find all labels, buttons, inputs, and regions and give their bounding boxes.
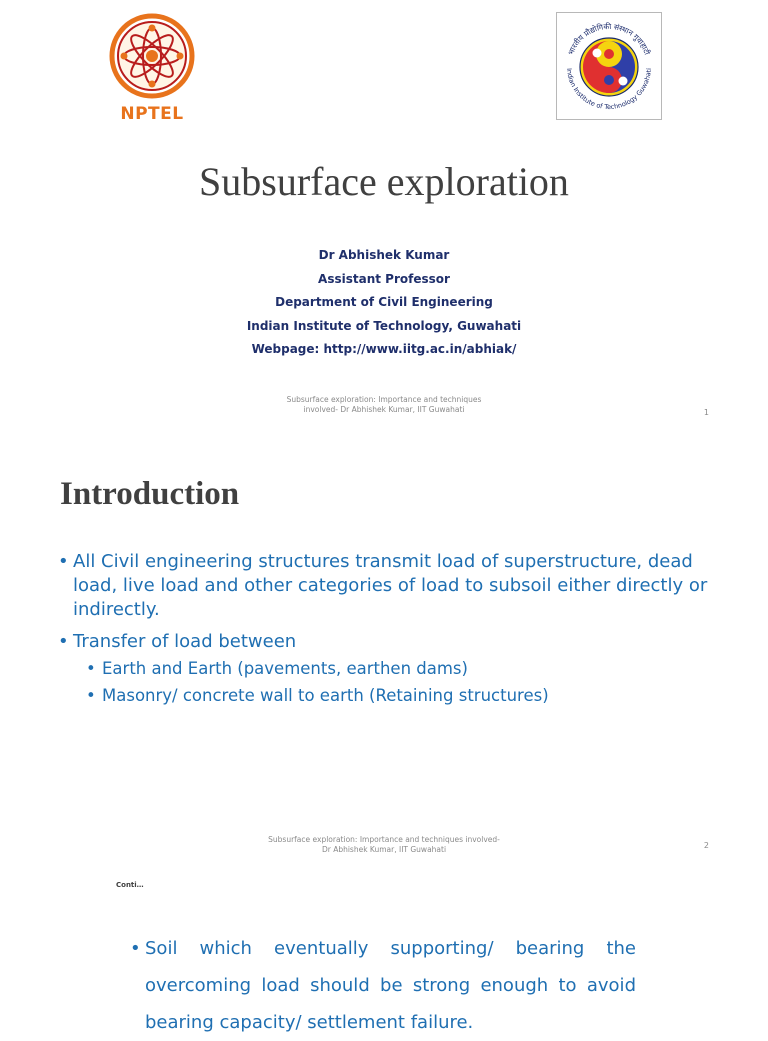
author-name: Dr Abhishek Kumar: [318, 248, 450, 262]
author-webpage: Webpage: http://www.iitg.ac.in/abhiak/: [251, 342, 517, 356]
title-slide: [0, 0, 768, 440]
author-institute: Indian Institute of Technology, Guwahati: [246, 318, 522, 333]
bullet-item: • Soil which eventually supporting/ bearing the overcoming load should be strong enough to avoid bearing capacity/ settlement failure.: [130, 930, 636, 1041]
sub-bullet-item: • Earth and Earth (pavements, earthen dams): [58, 657, 718, 681]
nptel-logo: [106, 12, 198, 124]
author-block: [0, 244, 768, 362]
footer-line-2: Dr Abhishek Kumar, IIT Guwahati: [321, 845, 447, 854]
nptel-logo-text: NPTEL: [120, 104, 184, 124]
iitg-english-text: Indian Institute of Technology Guwahati: [565, 67, 653, 112]
slide-heading: Introduction: [60, 476, 240, 512]
continued-label: Conti…: [116, 881, 144, 889]
sub-bullet-item: • Masonry/ concrete wall to earth (Retaining structures): [58, 684, 718, 708]
footer-line-2: involved- Dr Abhishek Kumar, IIT Guwahati: [303, 405, 465, 414]
bullet-item: • Transfer of load between: [58, 630, 718, 654]
bullet-item: • All Civil engineering structures transmit load of superstructure, dead load, live load and other categories of load to subsoil either directly or indirectly.: [58, 550, 718, 622]
iitg-hindi-text: भारतीय प्रौद्योगिकी संस्थान गुवाहाटी: [566, 21, 652, 57]
footer-line-1: Subsurface exploration: Importance and techniques: [286, 395, 482, 404]
continued-slide: [0, 868, 768, 1033]
iitg-emblem-icon: [557, 13, 661, 119]
introduction-slide: [0, 440, 768, 868]
bullet-list: [58, 550, 718, 708]
iitg-logo: [556, 12, 662, 120]
footer-line-1: Subsurface exploration: Importance and techniques involved-: [268, 835, 500, 844]
slide-title: Subsurface exploration: [199, 159, 569, 204]
slide-footer: [0, 395, 768, 415]
author-department: Department of Civil Engineering: [275, 295, 493, 309]
author-position: Assistant Professor: [318, 271, 450, 286]
page-number: 1: [703, 408, 709, 417]
slide-footer: [0, 835, 768, 855]
page-number: 2: [703, 841, 709, 850]
nptel-emblem-icon: [106, 12, 198, 104]
